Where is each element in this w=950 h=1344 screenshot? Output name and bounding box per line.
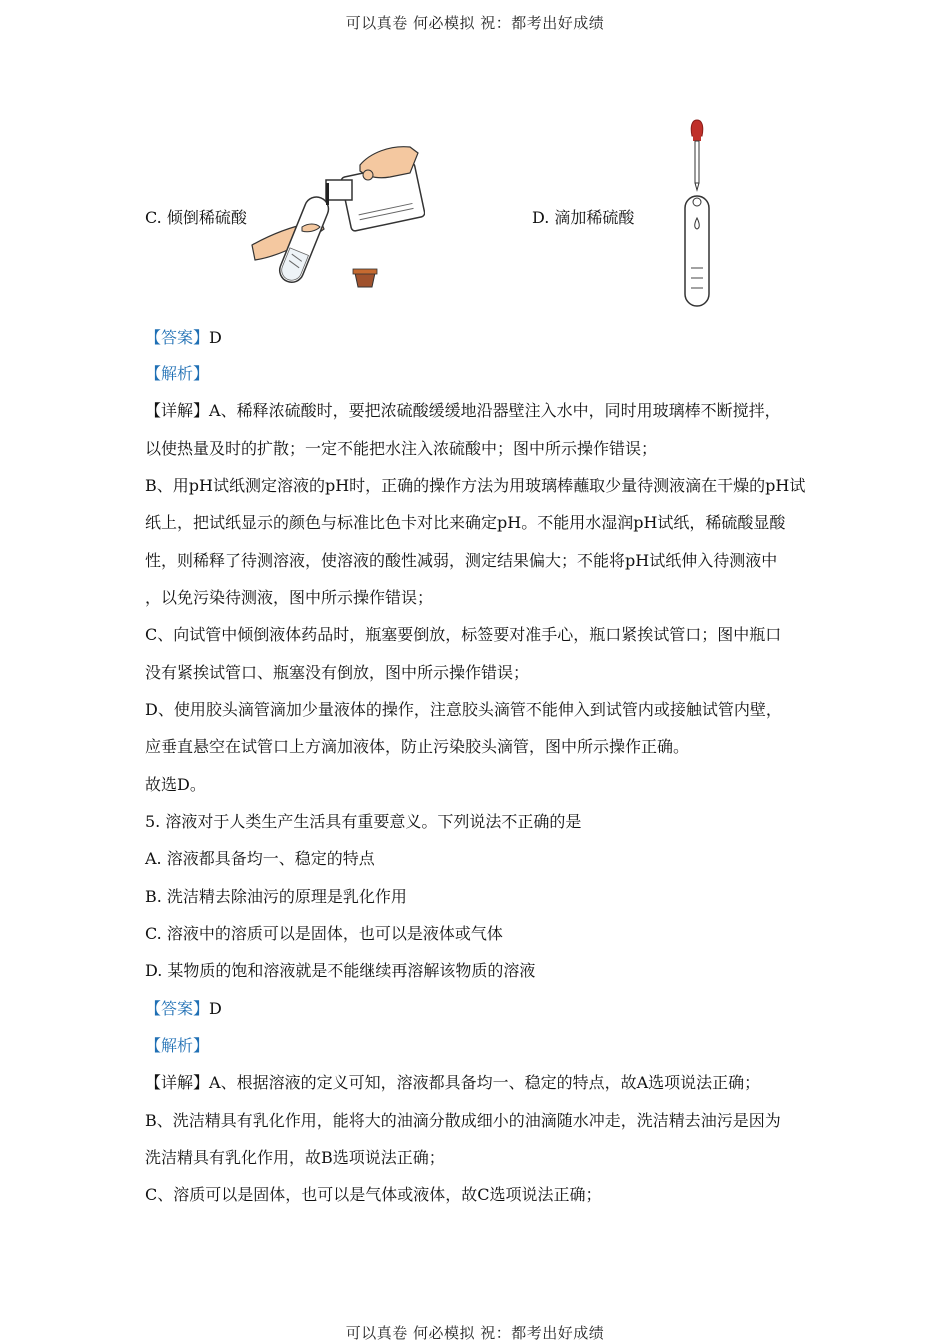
dropper-illustration [675, 118, 720, 310]
q5-detail-label: 【详解】 [145, 1073, 210, 1092]
page-header: 可以真卷 何必模拟 祝：都考出好成绩 [345, 14, 605, 32]
q4-detail-line-4: 纸上，把试纸显示的颜色与标准比色卡对比来确定pH。不能用水湿润pH试纸，稀硫酸显酸 [145, 513, 786, 532]
page-footer: 可以真卷 何必模拟 祝：都考出好成绩 [345, 1324, 605, 1342]
q5-option-a: A. 溶液都具备均一、稳定的特点 [145, 849, 375, 868]
q5-analysis-label: 【解析】 [145, 1036, 210, 1055]
q4-detail-line-2: 以使热量及时的扩散；一定不能把水注入浓硫酸中；图中所示操作错误； [145, 439, 658, 458]
q5-option-b: B. 洗洁精去除油污的原理是乳化作用 [145, 887, 407, 906]
q4-detail-line-6: ，以免污染待测液，图中所示操作错误； [145, 588, 434, 607]
q4-detail-line-1: 【详解】A、稀释浓硫酸时，要把浓硫酸缓缓地沿器壁注入水中，同时用玻璃棒不断搅拌， [145, 401, 781, 420]
q4-answer: 【答案】D [145, 328, 222, 347]
option-c-label: C. 倾倒稀硫酸 [145, 208, 247, 227]
q5-detail-line-2: B、洗洁精具有乳化作用，能将大的油滴分散成细小的油滴随水冲走，洗洁精去油污是因为 [145, 1111, 781, 1130]
q5-option-c: C. 溶液中的溶质可以是固体，也可以是液体或气体 [145, 924, 503, 943]
q4-detail-line-8: 没有紧挨试管口、瓶塞没有倒放，图中所示操作错误； [145, 663, 530, 682]
q5-answer: 【答案】D [145, 999, 222, 1018]
q5-detail-line-1: 【详解】A、根据溶液的定义可知，溶液都具备均一、稳定的特点，故A选项说法正确； [145, 1073, 761, 1092]
q5-option-d: D. 某物质的饱和溶液就是不能继续再溶解该物质的溶液 [145, 961, 536, 980]
q4-detail-line-5: 性，则稀释了待测溶液，使溶液的酸性减弱，测定结果偏大；不能将pH试纸伸入待测液中 [145, 551, 778, 570]
pouring-acid-illustration [250, 135, 425, 290]
q4-analysis-label: 【解析】 [145, 364, 210, 383]
q4-detail-line-3: B、用pH试纸测定溶液的pH时，正确的操作方法为用玻璃棒蘸取少量待测液滴在干燥的pH试 [145, 476, 806, 495]
q4-detail-line-9: D、使用胶头滴管滴加少量液体的操作，注意胶头滴管不能伸入到试管内或接触试管内壁， [145, 700, 782, 719]
q5-stem: 5. 溶液对于人类生产生活具有重要意义。下列说法不正确的是 [145, 812, 582, 831]
q4-detail-label: 【详解】 [145, 401, 210, 420]
q4-conclusion: 故选D。 [145, 775, 206, 794]
q4-detail-line-7: C、向试管中倾倒液体药品时，瓶塞要倒放，标签要对准手心，瓶口紧挨试管口；图中瓶口 [145, 625, 782, 644]
q4-detail-line-10: 应垂直悬空在试管口上方滴加液体，防止污染胶头滴管，图中所示操作正确。 [145, 737, 690, 756]
q5-detail-line-3: 洗洁精具有乳化作用，故B选项说法正确； [145, 1148, 445, 1167]
option-d-label: D. 滴加稀硫酸 [532, 208, 635, 227]
q5-detail-line-4: C、溶质可以是固体，也可以是气体或液体，故C选项说法正确； [145, 1185, 602, 1204]
